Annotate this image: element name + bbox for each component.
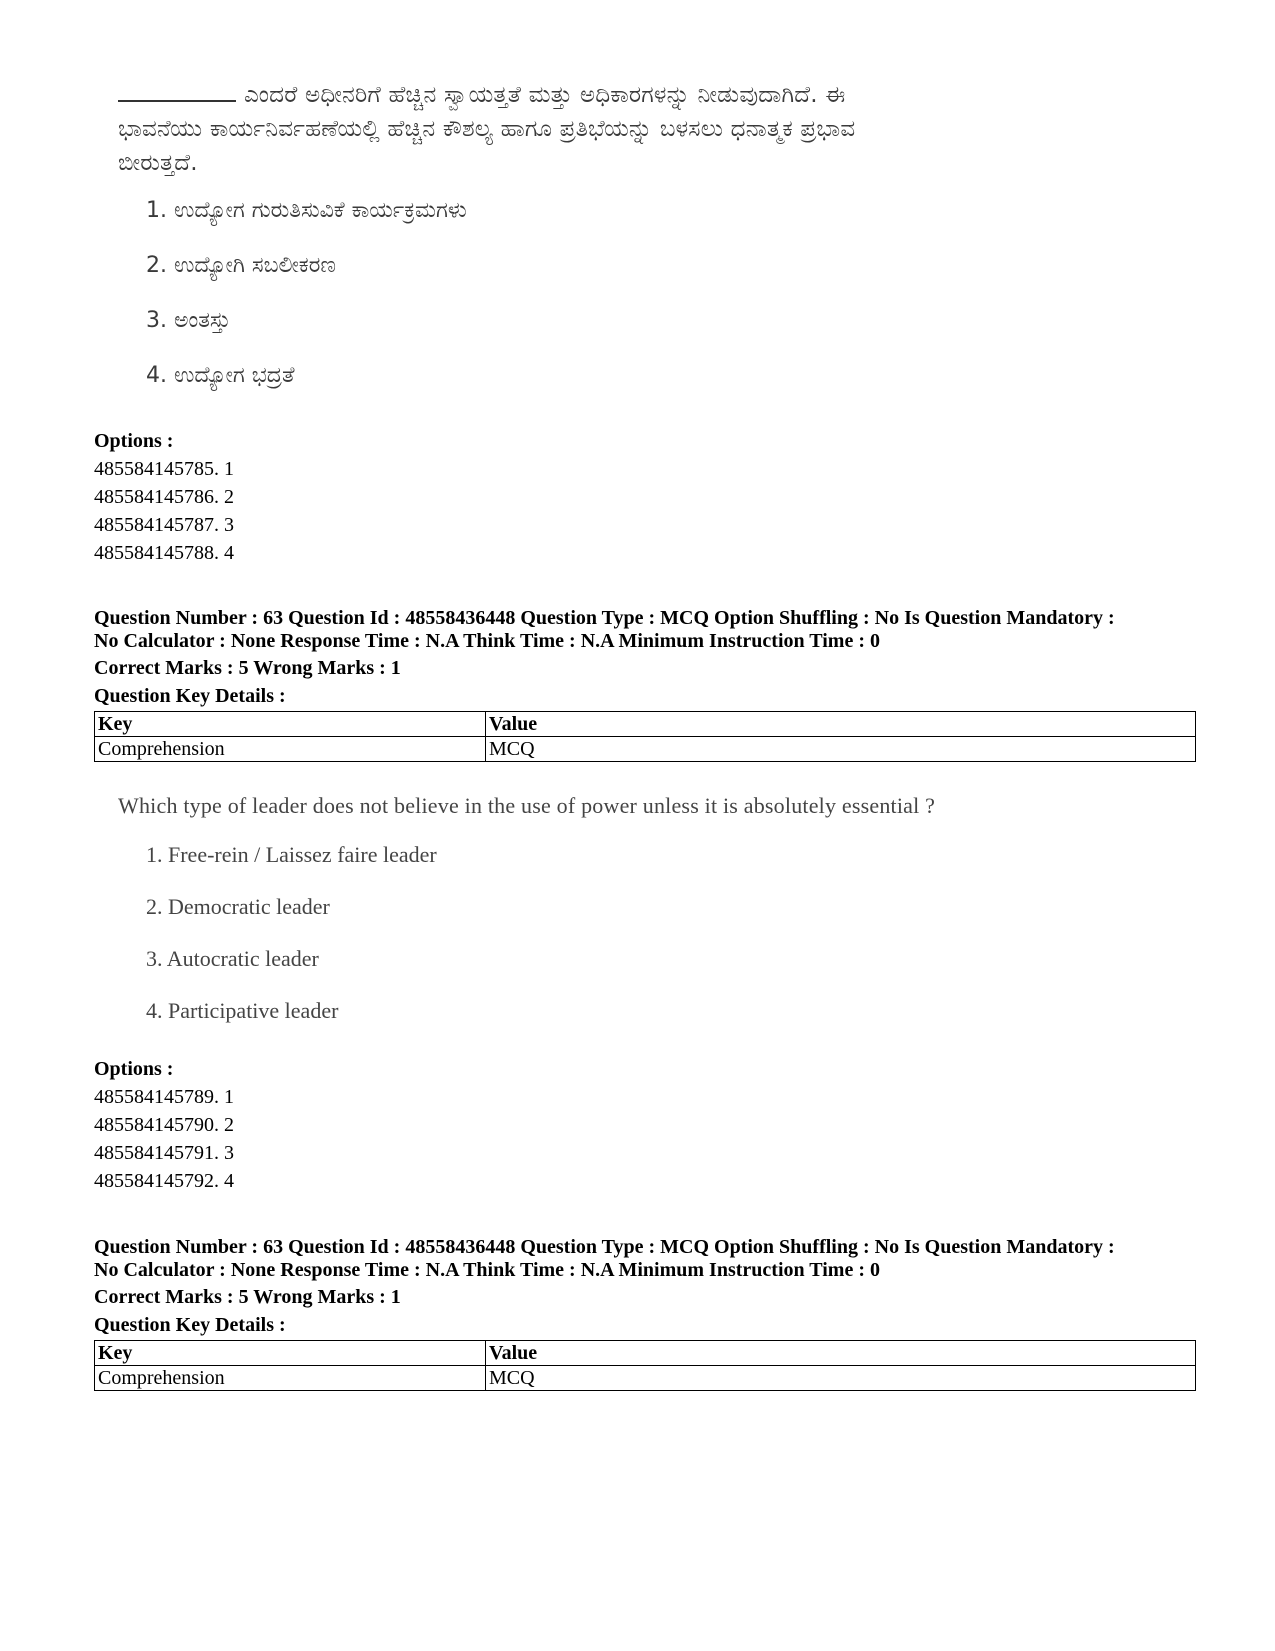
option-id-line: 485584145790. 2 [94, 1114, 234, 1136]
key-details-label: Question Key Details : [94, 685, 286, 707]
question-meta-line-1: Question Number : 63 Question Id : 48558436448 Question Type : MCQ Option Shuffling : No Is Question Mandatory : [94, 607, 1115, 629]
question-option-3: 3. ಅಂತಸ್ತು [146, 308, 231, 333]
stem-line-3: ಬೀರುತ್ತದೆ. [118, 150, 198, 176]
table-cell-key: Comprehension [95, 737, 486, 762]
marks-line: Correct Marks : 5 Wrong Marks : 1 [94, 1286, 401, 1308]
key-details-table [94, 1340, 1196, 1391]
question-option-2: 2. ಉದ್ಯೋಗಿ ಸಬಲೀಕರಣ [146, 253, 336, 278]
options-label: Options : [94, 1058, 174, 1080]
table-row [95, 737, 1196, 762]
question-option-1: 1. ಉದ್ಯೋಗ ಗುರುತಿಸುವಿಕೆ ಕಾರ್ಯಕ್ರಮಗಳು [146, 198, 467, 223]
question-option-4: 4. Participative leader [146, 998, 339, 1023]
table-cell-value: MCQ [486, 1366, 1196, 1391]
question-meta-line-2: No Calculator : None Response Time : N.A Think Time : N.A Minimum Instruction Time : 0 [94, 1259, 880, 1281]
stem-line-2: ಭಾವನೆಯು ಕಾರ್ಯನಿರ್ವಹಣೆಯಲ್ಲಿ ಹೆಚ್ಚಿನ ಕೌಶಲ್ಯ ಹಾಗೂ ಪ್ರತಿಭೆಯನ್ನು ಬಳಸಲು ಧನಾತ್ಮಕ ಪ್ರಭಾವ [118, 116, 856, 142]
table-cell-key: Comprehension [95, 1366, 486, 1391]
option-id-line: 485584145787. 3 [94, 514, 234, 536]
table-header-value: Value [486, 1341, 1196, 1366]
key-details-table [94, 711, 1196, 762]
option-id-line: 485584145792. 4 [94, 1170, 234, 1192]
option-id-line: 485584145789. 1 [94, 1086, 234, 1108]
question-meta [94, 607, 1204, 653]
option-id-line: 485584145786. 2 [94, 486, 234, 508]
table-cell-value: MCQ [486, 737, 1196, 762]
question-meta [94, 1236, 1204, 1282]
question-option-2: 2. Democratic leader [146, 894, 330, 919]
table-header-row [95, 712, 1196, 737]
key-details-label: Question Key Details : [94, 1314, 286, 1336]
question-image-english [118, 790, 1198, 1030]
question-meta-line-1: Question Number : 63 Question Id : 48558436448 Question Type : MCQ Option Shuffling : No Is Question Mandatory : [94, 1236, 1115, 1258]
question-option-3: 3. Autocratic leader [146, 946, 319, 971]
stem-line-1: ಎಂದರೆ ಅಧೀನರಿಗೆ ಹೆಚ್ಚಿನ ಸ್ವಾಯತ್ತತೆ ಮತ್ತು ಅಧಿಕಾರಗಳನ್ನು ನೀಡುವುದಾಗಿದೆ. ಈ [244, 82, 846, 108]
table-row [95, 1366, 1196, 1391]
question-stem [118, 80, 1198, 179]
marks-line: Correct Marks : 5 Wrong Marks : 1 [94, 657, 401, 679]
table-header-key: Key [95, 1341, 486, 1366]
table-header-row [95, 1341, 1196, 1366]
options-label: Options : [94, 430, 174, 452]
question-image-kannada [118, 80, 1198, 410]
table-header-value: Value [486, 712, 1196, 737]
question-option-1: 1. Free-rein / Laissez faire leader [146, 842, 437, 867]
answer-blank [118, 99, 236, 102]
table-header-key: Key [95, 712, 486, 737]
option-id-line: 485584145791. 3 [94, 1142, 234, 1164]
question-stem: Which type of leader does not believe in the use of power unless it is absolutely essential ? [118, 793, 936, 818]
question-meta-line-2: No Calculator : None Response Time : N.A Think Time : N.A Minimum Instruction Time : 0 [94, 630, 880, 652]
option-id-line: 485584145788. 4 [94, 542, 234, 564]
question-option-4: 4. ಉದ್ಯೋಗ ಭದ್ರತೆ [146, 363, 295, 388]
option-id-line: 485584145785. 1 [94, 458, 234, 480]
